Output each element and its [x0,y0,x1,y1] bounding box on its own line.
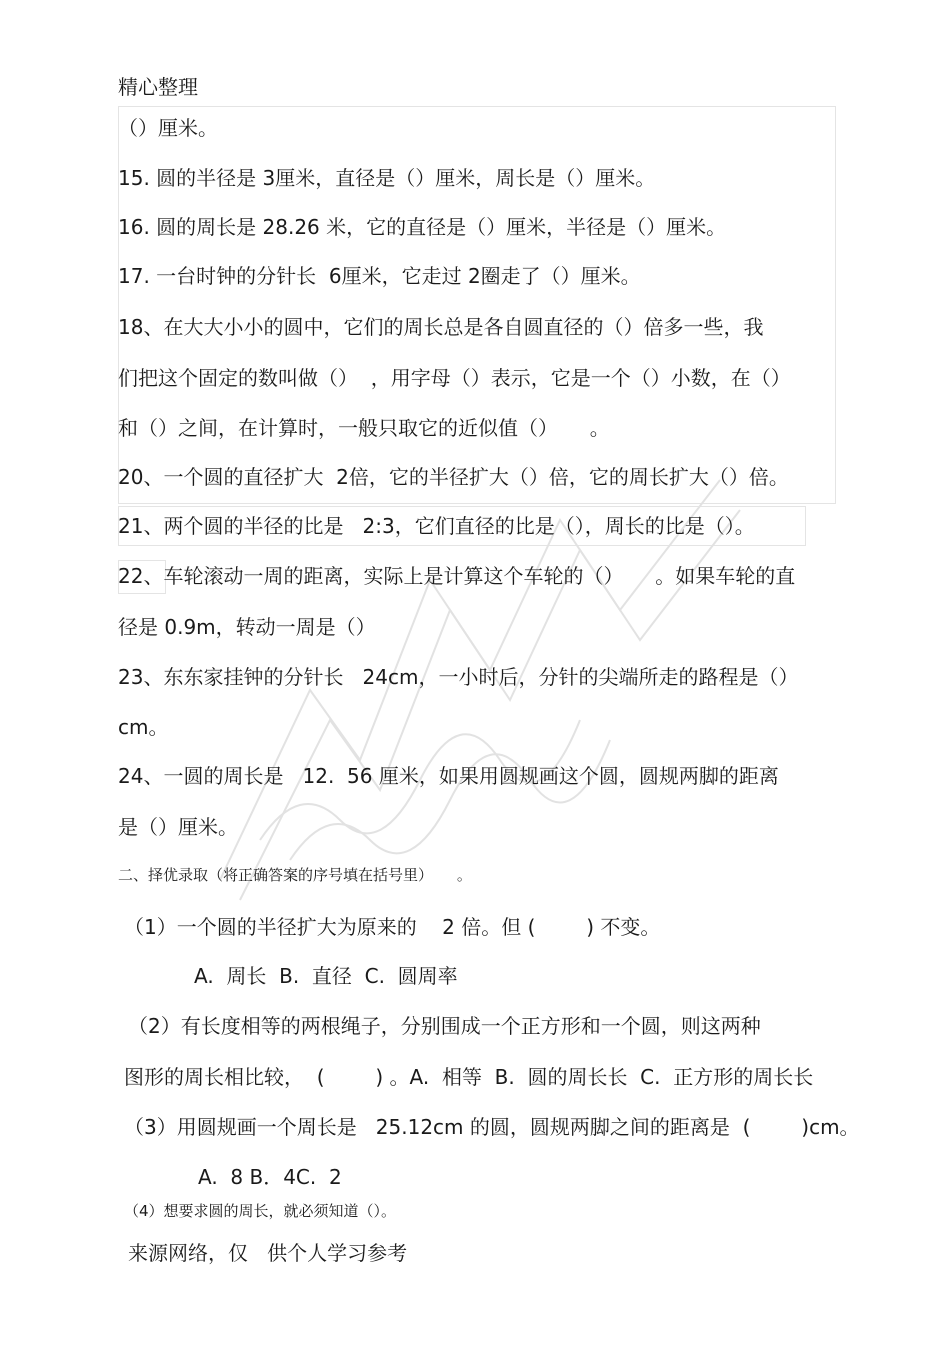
text-line: 22、车轮滚动一周的距离，实际上是计算这个车轮的（） 。如果车轮的直 [118,564,796,588]
question-line: （4）想要求圆的周长，就必须知道（）。 [124,1202,397,1220]
text-line: 们把这个固定的数叫做（） ，用字母（）表示，它是一个（）小数，在（） [118,366,791,390]
question-line: （2）有长度相等的两根绳子，分别围成一个正方形和一个圆，则这两种 [128,1014,761,1038]
text-line: cm。 [118,715,169,739]
text-line: 20、一个圆的直径扩大 2倍，它的半径扩大（）倍，它的周长扩大（）倍。 [118,465,789,489]
text-line: 23、东东家挂钟的分针长 24cm，一小时后，分针的尖端所走的路程是（） [118,665,799,689]
text-line: 24、一圆的周长是 12. 56 厘米，如果用圆规画这个圆，圆规两脚的距离 [118,764,779,788]
text-line: 18、在大大小小的圆中，它们的周长总是各自圆直径的（）倍多一些，我 [118,315,764,339]
page-header: 精心整理 [118,75,198,99]
question-line: （1）一个圆的半径扩大为原来的 2 倍。但 ( ) 不变。 [124,915,661,939]
text-line: 15. 圆的半径是 3厘米，直径是（）厘米，周长是（）厘米。 [118,166,656,190]
text-line: （）厘米。 [118,116,218,140]
options-line: A. 8 B．4C. 2 [198,1165,342,1189]
options-line: A. 周长 B. 直径 C. 圆周率 [194,964,458,988]
question-line: （3）用圆规画一个周长是 25.12cm 的圆，圆规两脚之间的距离是 ( )cm。 [124,1115,860,1139]
text-line: 是（）厘米。 [118,815,238,839]
question-line: 图形的周长相比较， ( ) 。A. 相等 B. 圆的周长长 C. 正方形的周长长 [124,1065,814,1089]
text-line: 径是 0.9m，转动一周是（） [118,615,376,639]
section-heading: 二、择优录取（将正确答案的序号填在括号里） 。 [118,866,472,884]
text-line: 17. 一台时钟的分针长 6厘米，它走过 2圈走了（）厘米。 [118,264,641,288]
page-footer: 来源网络，仅 供个人学习参考 [128,1241,408,1265]
text-line: 21、两个圆的半径的比是 2:3，它们直径的比是（），周长的比是（）。 [118,514,755,538]
text-line: 和（）之间，在计算时，一般只取它的近似值（） 。 [118,416,610,440]
text-line: 16. 圆的周长是 28.26 米，它的直径是（）厘米，半径是（）厘米。 [118,215,727,239]
